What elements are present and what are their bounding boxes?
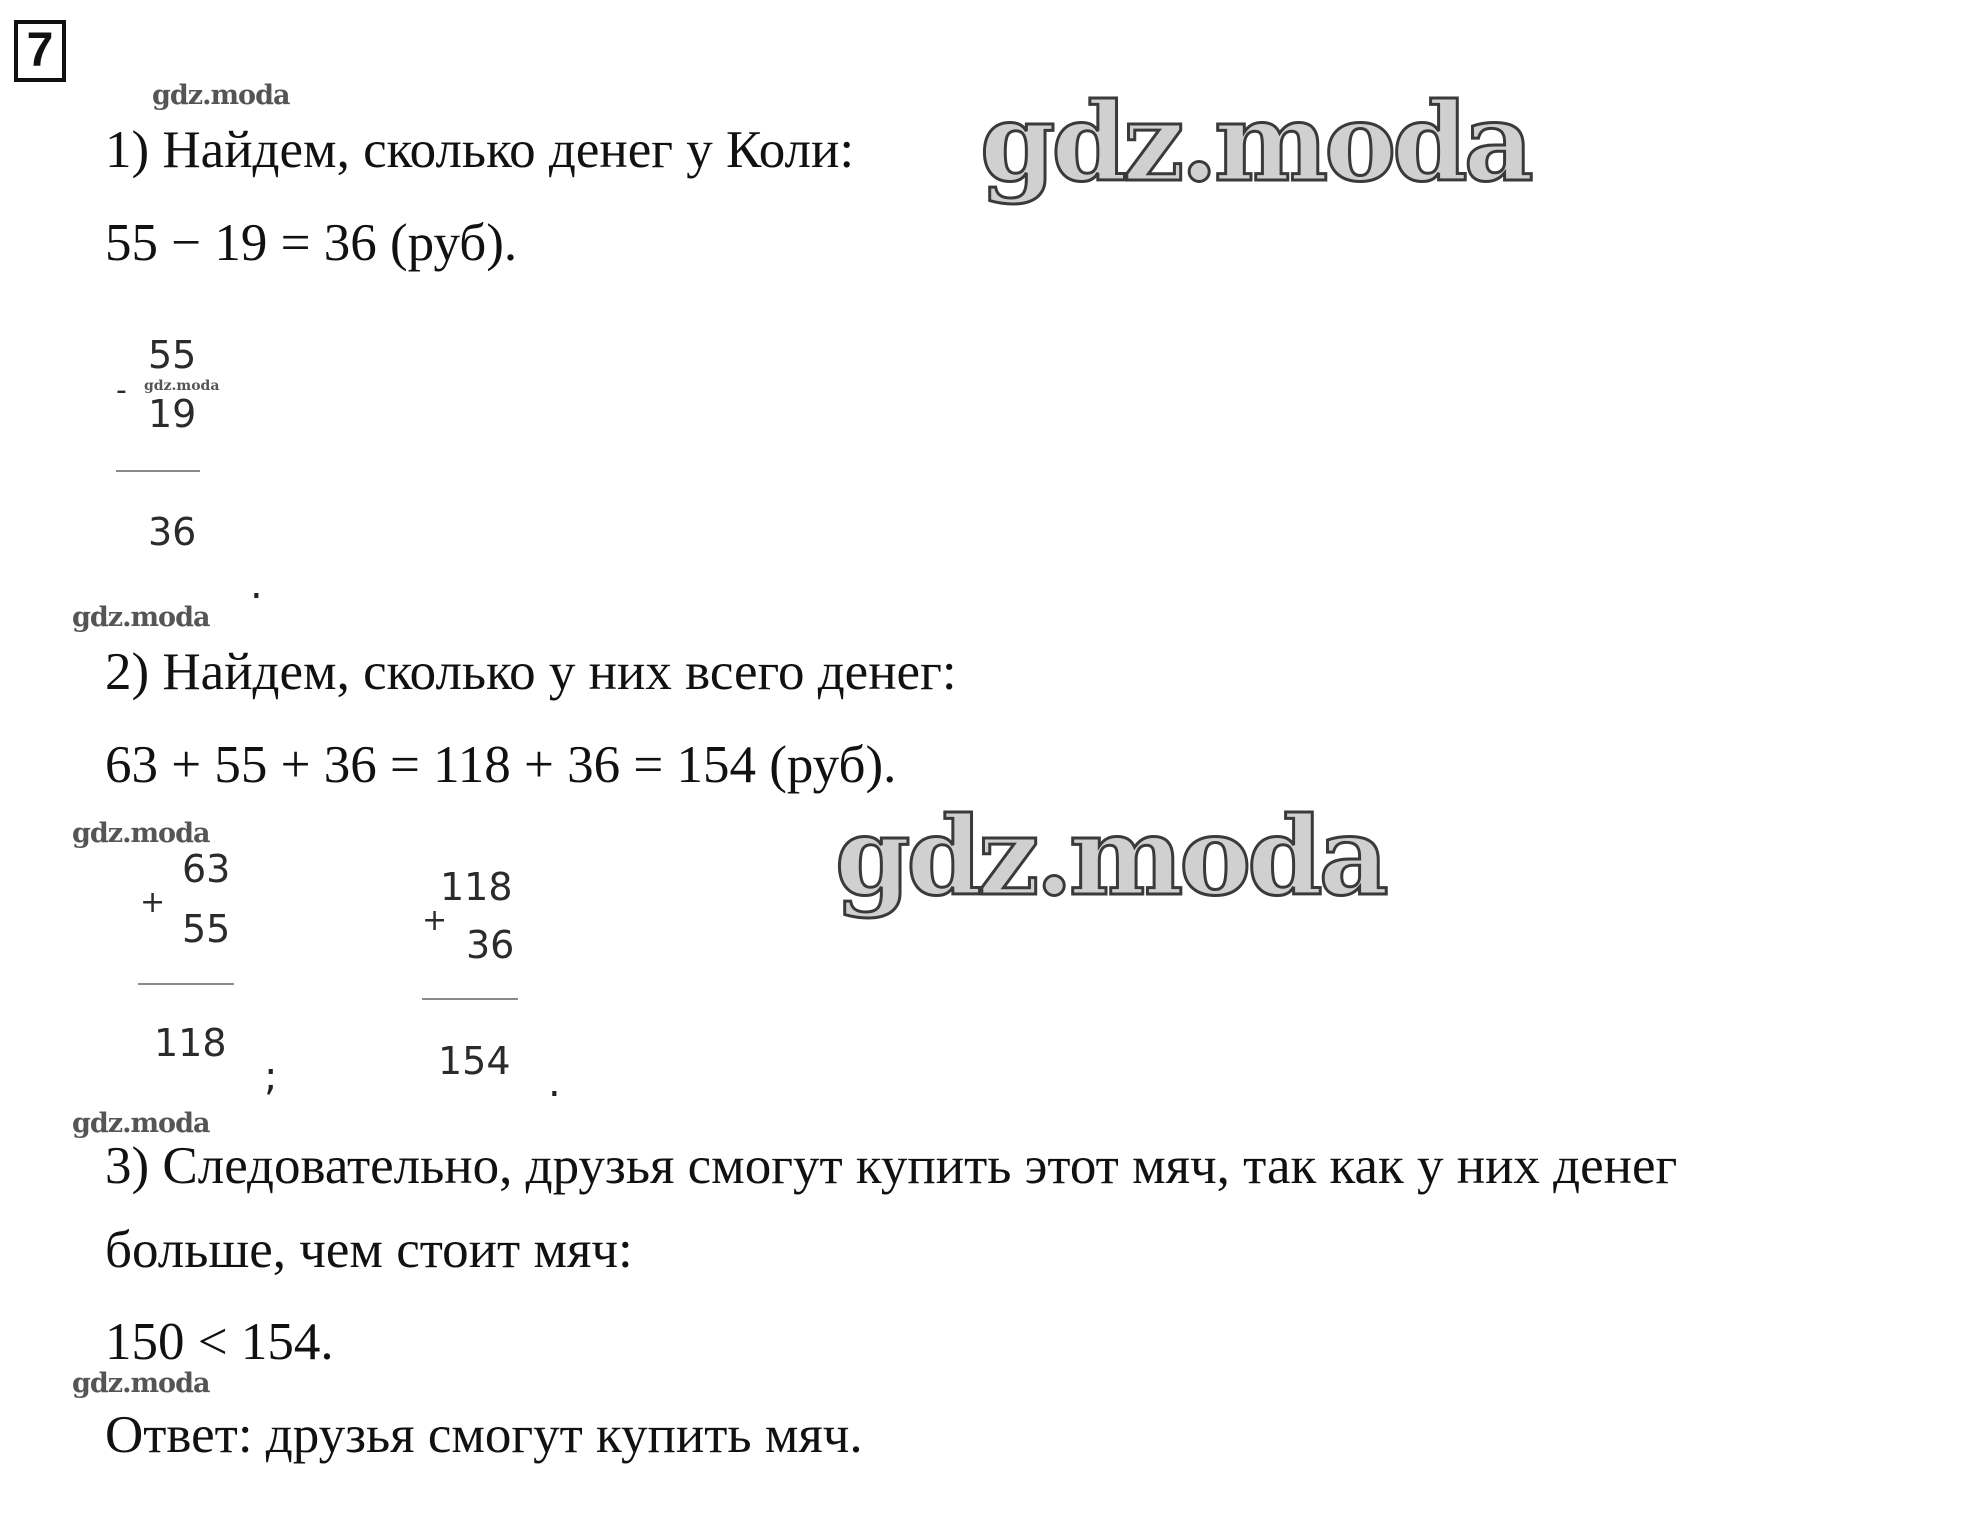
equation-2: 63 + 55 + 36 = 118 + 36 = 154 (руб). (105, 736, 897, 794)
watermark-tiny: gdz.moda (144, 378, 220, 394)
watermark: gdz.moda (72, 1368, 210, 1399)
column-end-period: . (548, 1060, 561, 1106)
answer-text: Ответ: друзья смогут купить мяч. (105, 1406, 863, 1464)
column-result: 118 (154, 1021, 227, 1065)
watermark: gdz.moda (152, 80, 290, 111)
column-minuend: 55 (148, 333, 197, 377)
watermark: gdz.moda (72, 602, 210, 633)
step-3-text-line-1: 3) Следовательно, друзья смогут купить этот мяч, так как у них денег (105, 1137, 1678, 1195)
column-addend-2: 55 (182, 907, 231, 951)
watermark-large: gdz.moda (835, 794, 1385, 920)
equation-1: 55 − 19 = 36 (руб). (105, 214, 518, 272)
column-end-semicolon: ; (264, 1054, 278, 1100)
column-addend-1: 118 (440, 865, 513, 909)
watermark-large: gdz.moda (980, 80, 1530, 206)
step-2-text: 2) Найдем, сколько у них всего денег: (105, 643, 957, 701)
column-plus-sign: + (422, 903, 448, 938)
step-1-text: 1) Найдем, сколько денег у Коли: (105, 121, 855, 179)
column-addend-1: 63 (182, 847, 231, 891)
column-result: 154 (438, 1039, 511, 1083)
step-3-text-line-2: больше, чем стоит мяч: (105, 1221, 633, 1279)
watermark: gdz.moda (72, 1108, 210, 1139)
watermark: gdz.moda (72, 818, 210, 849)
column-plus-sign: + (140, 885, 166, 920)
column-end-period: . (250, 562, 263, 608)
comparison: 150 < 154. (105, 1313, 334, 1371)
task-number: 7 (14, 20, 66, 82)
column-bar (116, 470, 200, 472)
column-bar (422, 998, 518, 1000)
column-result: 36 (148, 510, 197, 554)
column-bar (138, 983, 234, 985)
column-subtrahend: 19 (148, 392, 197, 436)
column-addend-2: 36 (466, 923, 515, 967)
column-minus-sign: - (116, 373, 127, 408)
